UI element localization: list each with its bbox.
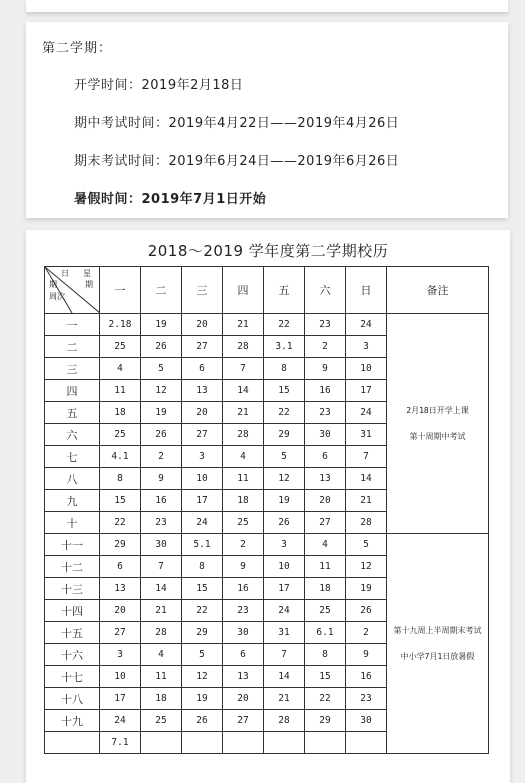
day-cell: 2.18 (100, 314, 141, 336)
week-number-cell: 二 (45, 336, 100, 358)
day-cell: 13 (182, 380, 223, 402)
day-cell: 5 (346, 534, 387, 556)
day-cell: 5 (141, 358, 182, 380)
day-cell: 5.1 (182, 534, 223, 556)
day-cell: 27 (223, 710, 264, 732)
day-cell: 2 (141, 446, 182, 468)
day-cell: 4 (141, 644, 182, 666)
day-cell: 4 (223, 446, 264, 468)
day-cell: 23 (346, 688, 387, 710)
week-number-cell: 九 (45, 490, 100, 512)
school-calendar-sheet (26, 230, 510, 783)
day-cell: 15 (305, 666, 346, 688)
day-cell: 28 (223, 336, 264, 358)
header-corner-cell (45, 267, 100, 314)
day-cell: 16 (346, 666, 387, 688)
day-cell: 25 (223, 512, 264, 534)
day-cell: 9 (141, 468, 182, 490)
week-number-cell: 十一 (45, 534, 100, 556)
day-cell: 21 (223, 402, 264, 424)
day-cell: 17 (182, 490, 223, 512)
day-cell: 8 (305, 644, 346, 666)
header-sunday: 日 (346, 267, 387, 314)
day-cell: 23 (223, 600, 264, 622)
day-cell: 24 (100, 710, 141, 732)
day-cell: 25 (141, 710, 182, 732)
header-wednesday: 三 (182, 267, 223, 314)
calendar-body (45, 314, 489, 754)
day-cell: 28 (223, 424, 264, 446)
day-cell: 26 (264, 512, 305, 534)
calendar-title: 2018～2019 学年度第二学期校历 (147, 242, 389, 260)
day-cell: 26 (141, 424, 182, 446)
day-cell: 12 (182, 666, 223, 688)
day-cell: 19 (346, 578, 387, 600)
day-cell: 11 (305, 556, 346, 578)
day-cell: 14 (264, 666, 305, 688)
day-cell: 17 (100, 688, 141, 710)
day-cell: 3 (100, 644, 141, 666)
day-cell: 2 (346, 622, 387, 644)
day-cell: 7 (141, 556, 182, 578)
day-cell: 30 (223, 622, 264, 644)
week-number-cell: 十五 (45, 622, 100, 644)
day-cell: 8 (100, 468, 141, 490)
day-cell: 15 (264, 380, 305, 402)
day-cell: 22 (264, 402, 305, 424)
day-cell: 19 (141, 314, 182, 336)
day-cell: 10 (182, 468, 223, 490)
day-cell: 12 (264, 468, 305, 490)
day-cell: 11 (223, 468, 264, 490)
week-number-cell: 五 (45, 402, 100, 424)
corner-label-xing: 星 (83, 269, 91, 278)
day-cell: 21 (346, 490, 387, 512)
day-cell: 2 (305, 336, 346, 358)
day-cell: 31 (264, 622, 305, 644)
day-cell: 24 (182, 512, 223, 534)
corner-label-qi-left: 期 (49, 280, 57, 289)
day-cell (305, 732, 346, 754)
day-cell: 16 (305, 380, 346, 402)
day-cell: 23 (305, 402, 346, 424)
week-number-cell: 七 (45, 446, 100, 468)
day-cell: 21 (223, 314, 264, 336)
remark-text: 2月18日开学上课 (406, 405, 469, 415)
day-cell: 14 (223, 380, 264, 402)
day-cell: 27 (182, 424, 223, 446)
week-number-cell: 十四 (45, 600, 100, 622)
day-cell (346, 732, 387, 754)
remark-text: 第十九周上半周期末考试 (393, 625, 482, 635)
day-cell: 20 (100, 600, 141, 622)
day-cell: 29 (182, 622, 223, 644)
day-cell: 25 (100, 424, 141, 446)
day-cell: 19 (182, 688, 223, 710)
day-cell: 4 (305, 534, 346, 556)
day-cell: 4.1 (100, 446, 141, 468)
corner-label-qi-right: 期 (85, 280, 93, 289)
day-cell: 26 (182, 710, 223, 732)
week-number-cell: 十七 (45, 666, 100, 688)
week-number-cell: 六 (45, 424, 100, 446)
day-cell: 27 (182, 336, 223, 358)
semester-info-card (26, 22, 508, 218)
day-cell: 3.1 (264, 336, 305, 358)
week-number-cell: 八 (45, 468, 100, 490)
day-cell: 23 (141, 512, 182, 534)
day-cell: 24 (264, 600, 305, 622)
day-cell: 30 (346, 710, 387, 732)
day-cell: 25 (305, 600, 346, 622)
day-cell: 5 (264, 446, 305, 468)
day-cell: 18 (141, 688, 182, 710)
day-cell: 26 (346, 600, 387, 622)
calendar-week-row (45, 534, 489, 556)
day-cell: 3 (264, 534, 305, 556)
remarks-cell (387, 314, 489, 534)
day-cell: 19 (264, 490, 305, 512)
week-number-cell: 十二 (45, 556, 100, 578)
day-cell: 30 (141, 534, 182, 556)
day-cell: 12 (141, 380, 182, 402)
semester-heading: 第二学期： (42, 41, 113, 56)
day-cell: 27 (305, 512, 346, 534)
summer-vacation-line: 暑假时间：2019年7月1日开始 (74, 192, 267, 207)
day-cell: 6 (182, 358, 223, 380)
midterm-exam-line: 期中考试时间：2019年4月22日——2019年4月26日 (74, 116, 400, 131)
day-cell: 15 (182, 578, 223, 600)
day-cell: 16 (223, 578, 264, 600)
day-cell: 6 (305, 446, 346, 468)
day-cell: 13 (223, 666, 264, 688)
day-cell: 7 (346, 446, 387, 468)
start-date-line: 开学时间：2019年2月18日 (74, 78, 244, 93)
day-cell: 3 (182, 446, 223, 468)
day-cell: 29 (264, 424, 305, 446)
header-thursday: 四 (223, 267, 264, 314)
day-cell: 16 (141, 490, 182, 512)
day-cell: 17 (346, 380, 387, 402)
header-remarks: 备注 (387, 267, 489, 314)
day-cell: 24 (346, 402, 387, 424)
day-cell: 9 (346, 644, 387, 666)
day-cell: 2 (223, 534, 264, 556)
day-cell: 14 (141, 578, 182, 600)
day-cell: 9 (305, 358, 346, 380)
header-saturday: 六 (305, 267, 346, 314)
day-cell: 15 (100, 490, 141, 512)
day-cell: 19 (141, 402, 182, 424)
remarks-cell (387, 534, 489, 754)
day-cell: 23 (305, 314, 346, 336)
day-cell: 28 (346, 512, 387, 534)
day-cell (182, 732, 223, 754)
day-cell: 8 (264, 358, 305, 380)
day-cell: 4 (100, 358, 141, 380)
day-cell: 30 (305, 424, 346, 446)
final-exam-line: 期末考试时间：2019年6月24日——2019年6月26日 (74, 154, 400, 169)
previous-card-edge (26, 0, 508, 13)
corner-diagonals (45, 267, 100, 313)
day-cell: 10 (264, 556, 305, 578)
day-cell: 24 (346, 314, 387, 336)
day-cell: 31 (346, 424, 387, 446)
day-cell: 22 (305, 688, 346, 710)
day-cell: 12 (346, 556, 387, 578)
day-cell: 25 (100, 336, 141, 358)
header-monday: 一 (100, 267, 141, 314)
day-cell: 22 (264, 314, 305, 336)
calendar-table (44, 266, 489, 754)
day-cell: 7.1 (100, 732, 141, 754)
day-cell: 3 (346, 336, 387, 358)
day-cell: 28 (141, 622, 182, 644)
day-cell: 20 (182, 402, 223, 424)
week-number-cell: 一 (45, 314, 100, 336)
day-cell: 6.1 (305, 622, 346, 644)
day-cell: 13 (305, 468, 346, 490)
day-cell: 18 (223, 490, 264, 512)
week-number-cell: 十九 (45, 710, 100, 732)
day-cell (264, 732, 305, 754)
header-friday: 五 (264, 267, 305, 314)
day-cell: 13 (100, 578, 141, 600)
day-cell: 20 (182, 314, 223, 336)
day-cell: 18 (100, 402, 141, 424)
day-cell: 20 (305, 490, 346, 512)
corner-label-week: 周次 (49, 292, 65, 301)
week-number-cell: 十六 (45, 644, 100, 666)
remark-text: 中小学7月1日放暑假 (400, 651, 475, 661)
day-cell: 28 (264, 710, 305, 732)
day-cell: 22 (100, 512, 141, 534)
calendar-header-row (45, 267, 489, 314)
day-cell (223, 732, 264, 754)
day-cell: 9 (223, 556, 264, 578)
day-cell: 6 (223, 644, 264, 666)
week-number-cell (45, 732, 100, 754)
day-cell: 6 (100, 556, 141, 578)
calendar-week-row (45, 314, 489, 336)
day-cell: 22 (182, 600, 223, 622)
header-tuesday: 二 (141, 267, 182, 314)
day-cell: 11 (100, 380, 141, 402)
corner-label-ri: 日 (61, 269, 69, 278)
day-cell: 21 (264, 688, 305, 710)
day-cell: 18 (305, 578, 346, 600)
day-cell: 17 (264, 578, 305, 600)
week-number-cell: 十 (45, 512, 100, 534)
day-cell: 10 (100, 666, 141, 688)
week-number-cell: 十八 (45, 688, 100, 710)
day-cell: 21 (141, 600, 182, 622)
day-cell: 7 (264, 644, 305, 666)
day-cell: 26 (141, 336, 182, 358)
week-number-cell: 四 (45, 380, 100, 402)
day-cell: 29 (100, 534, 141, 556)
day-cell: 27 (100, 622, 141, 644)
day-cell: 11 (141, 666, 182, 688)
day-cell: 5 (182, 644, 223, 666)
week-number-cell: 三 (45, 358, 100, 380)
day-cell: 7 (223, 358, 264, 380)
day-cell: 20 (223, 688, 264, 710)
day-cell (141, 732, 182, 754)
day-cell: 14 (346, 468, 387, 490)
day-cell: 29 (305, 710, 346, 732)
day-cell: 8 (182, 556, 223, 578)
week-number-cell: 十三 (45, 578, 100, 600)
remark-text: 第十周期中考试 (409, 431, 466, 441)
day-cell: 10 (346, 358, 387, 380)
